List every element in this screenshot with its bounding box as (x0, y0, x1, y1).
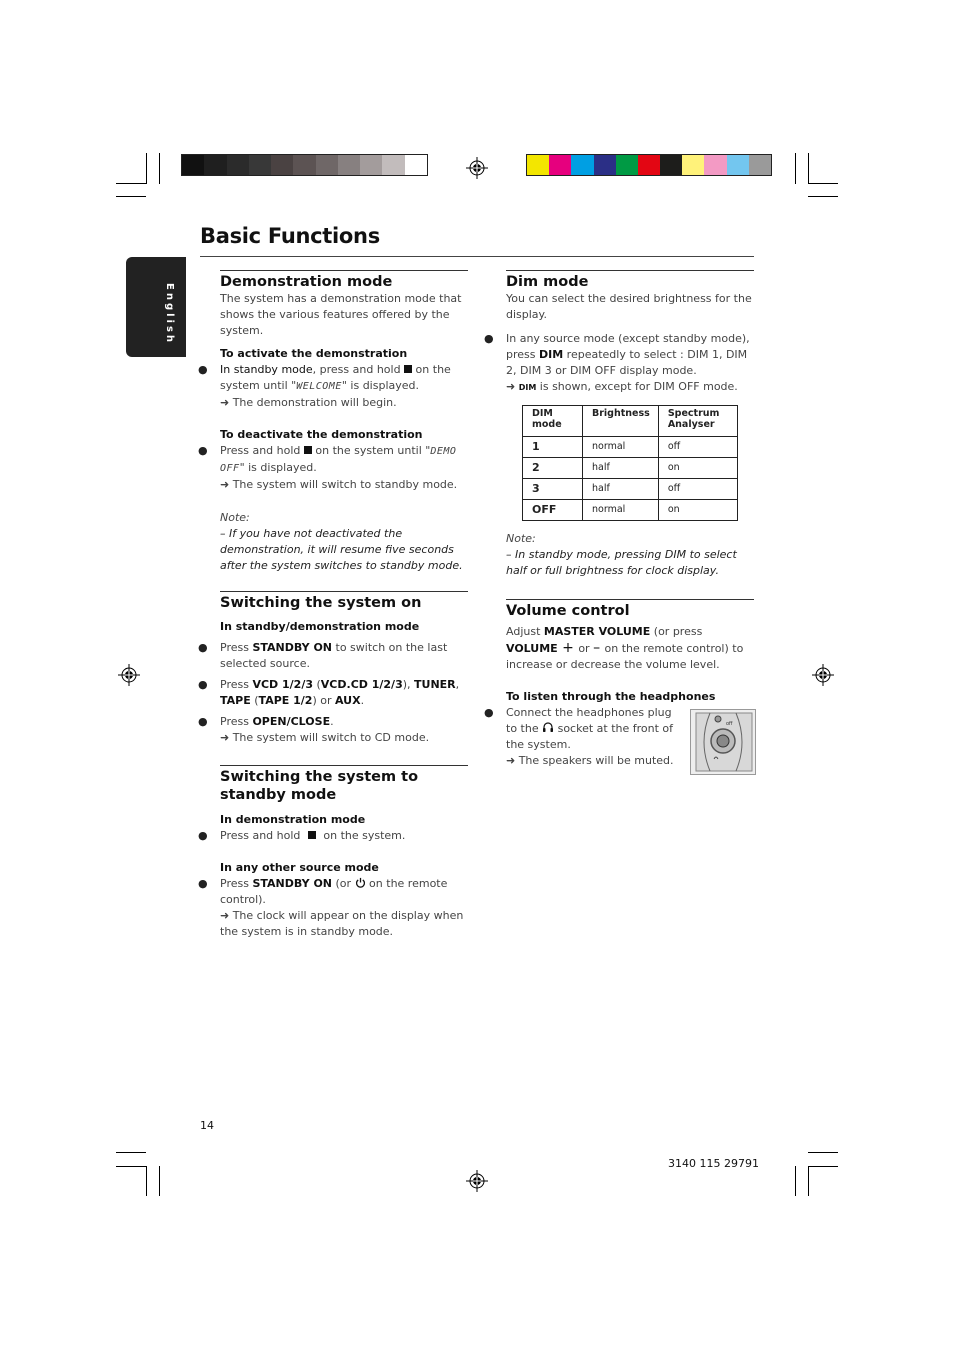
section-divider (506, 270, 754, 271)
table-cell: half (583, 458, 659, 479)
text-fragment: " is displayed. (341, 379, 420, 392)
document-code: 3140 115 29791 (668, 1157, 759, 1170)
headphones-subheading: To listen through the headphones (506, 690, 716, 703)
text-fragment: ), (402, 678, 415, 691)
text-fragment: Press (220, 877, 253, 890)
activate-demo-result: ➜ The demonstration will begin. (220, 396, 397, 409)
demonstration-mode-subheading: In demonstration mode (220, 813, 366, 826)
calibration-swatch (704, 155, 726, 175)
text-fragment: In any source mode (except standby mode), press (506, 332, 750, 361)
key-label: VOLUME (506, 642, 558, 655)
calibration-swatch (660, 155, 682, 175)
text-fragment: (or press (650, 625, 703, 638)
text-fragment: on the system until " (311, 444, 431, 457)
standby-step-demo (220, 828, 468, 844)
language-tab-label: English (164, 283, 175, 346)
dim-mode-table (522, 405, 738, 521)
text-fragment: to switch on the last selected source. (220, 641, 448, 670)
switch-on-step-open-close (220, 714, 468, 730)
table-cell: half (583, 479, 659, 500)
calibration-swatch (360, 155, 382, 175)
key-label: TAPE (220, 694, 251, 707)
text-fragment: Press (220, 641, 253, 654)
section-divider (220, 765, 468, 766)
text-fragment: socket at the front of the system. (506, 722, 674, 751)
calibration-swatch (527, 155, 549, 175)
column-header: DIM mode (523, 406, 583, 437)
greyscale-calibration-bar (181, 154, 428, 176)
section-divider (220, 591, 468, 592)
section-heading: Dim mode (506, 274, 589, 290)
registration-mark-icon (466, 157, 488, 179)
deactivate-demo-result: ➜ The system will switch to standby mode. (220, 478, 458, 491)
key-label: STANDBY ON (252, 877, 333, 890)
text-fragment: ) or (312, 694, 335, 707)
title-divider (200, 256, 754, 257)
other-source-subheading: In any other source mode (220, 861, 379, 874)
text-fragment: on the system until " (220, 363, 451, 392)
text-fragment: ( (313, 678, 321, 691)
section-divider (506, 599, 754, 600)
calibration-swatch (749, 155, 771, 175)
table-header-row (523, 406, 738, 437)
calibration-swatch (405, 155, 427, 175)
table-cell: off (658, 437, 737, 458)
registration-mark-icon (466, 1170, 488, 1192)
text-fragment: " is displayed. (239, 461, 317, 474)
text-fragment: (or (332, 877, 355, 890)
table-cell: 1 (523, 437, 583, 458)
table-cell: normal (583, 500, 659, 521)
text-fragment: Connect the headphones plug to the (506, 706, 672, 735)
stop-square-icon (308, 831, 316, 839)
svg-text:off: off (726, 721, 733, 727)
text-fragment: on the remote control) to increase or decrease the volume level. (506, 642, 744, 671)
deactivate-demo-step (220, 443, 468, 477)
standby-result: ➜ The clock will appear on the display when the system is in standby mode. (220, 909, 464, 938)
section-dim-mode (506, 270, 754, 579)
table-cell: on (658, 500, 737, 521)
text-fragment: Press and hold (220, 444, 304, 457)
plus-symbol: + (557, 640, 579, 656)
text-fragment: , press and hold (312, 363, 405, 376)
calibration-swatch (616, 155, 638, 175)
calibration-swatch (682, 155, 704, 175)
calibration-swatch (727, 155, 749, 175)
text-fragment: In standby mode (220, 363, 313, 376)
page-title: Basic Functions (200, 224, 380, 248)
table-row (523, 437, 738, 458)
standby-demo-subheading: In standby/demonstration mode (220, 620, 420, 633)
calibration-swatch (293, 155, 315, 175)
stop-square-icon (304, 446, 312, 454)
table-cell: off (658, 479, 737, 500)
volume-instructions (506, 624, 754, 673)
switch-on-step-standby (220, 640, 468, 672)
text-fragment: repeatedly to select : DIM 1, DIM 2, DIM 3 or DIM OFF display mode. (506, 348, 748, 377)
table-cell: 3 (523, 479, 583, 500)
key-label: TUNER (414, 678, 456, 691)
key-label: DIM (539, 348, 564, 361)
calibration-swatch (571, 155, 593, 175)
registration-mark-icon (118, 664, 140, 686)
text-fragment: on the system. (319, 829, 406, 842)
calibration-swatch (594, 155, 616, 175)
dim-intro: You can select the desired brightness for the display. (506, 292, 752, 321)
demo-intro: The system has a demonstration mode that shows the various features offered by the system. (220, 292, 462, 337)
table-cell: normal (583, 437, 659, 458)
text-fragment: Press and hold (220, 829, 304, 842)
key-label: VCD 1/2/3 (252, 678, 313, 691)
column-header: Spectrum Analyser (658, 406, 737, 437)
table-cell: OFF (523, 500, 583, 521)
activate-demo-subheading: To activate the demonstration (220, 347, 408, 360)
section-switching-standby (220, 765, 468, 940)
section-demonstration-mode (220, 270, 468, 574)
table-row (523, 500, 738, 521)
column-header: Brightness (583, 406, 659, 437)
text-fragment: ( (250, 694, 259, 707)
table-cell: on (658, 458, 737, 479)
text-fragment: Adjust (506, 625, 544, 638)
section-heading: Volume control (506, 603, 630, 619)
text-fragment: Press (220, 715, 253, 728)
text-fragment: on the remote control). (220, 877, 448, 906)
note-label: Note: (506, 532, 536, 545)
text-fragment: is shown, except for DIM OFF mode. (536, 380, 738, 393)
section-switching-on (220, 591, 468, 746)
headphones-step (506, 705, 678, 753)
switch-on-result: ➜ The system will switch to CD mode. (220, 731, 430, 744)
headphones-result: ➜ The speakers will be muted. (506, 754, 674, 767)
text-fragment: . (360, 694, 365, 707)
language-tab (126, 257, 186, 357)
standby-step-other (220, 876, 468, 908)
key-label: AUX (335, 694, 361, 707)
key-label: MASTER VOLUME (543, 625, 651, 638)
text-fragment: ➜ (506, 380, 519, 393)
deactivate-demo-subheading: To deactivate the demonstration (220, 428, 423, 441)
key-label: TAPE 1/2 (258, 694, 313, 707)
page-number: 14 (200, 1119, 214, 1132)
text-fragment: , (455, 678, 460, 691)
key-label: STANDBY ON (252, 641, 333, 654)
section-heading: Demonstration mode (220, 274, 393, 290)
calibration-swatch (182, 155, 204, 175)
section-heading: Switching the system on (220, 595, 422, 611)
color-calibration-bar (526, 154, 772, 176)
stop-square-icon (404, 365, 412, 373)
calibration-swatch (271, 155, 293, 175)
calibration-swatch (638, 155, 660, 175)
note-label: Note: (220, 511, 250, 524)
note-text: – In standby mode, pressing DIM to select half or full brightness for clock display. (506, 548, 737, 577)
text-fragment: . (330, 715, 334, 728)
headphone-socket-illustration (690, 709, 756, 775)
dim-step (506, 331, 754, 379)
section-divider (220, 270, 468, 271)
minus-symbol: – (593, 640, 605, 656)
switch-on-step-source (220, 677, 468, 709)
calibration-swatch (249, 155, 271, 175)
calibration-swatch (227, 155, 249, 175)
display-indicator: DIM (518, 383, 537, 392)
lcd-text: WELCOME (296, 381, 342, 392)
note-text: – If you have not deactivated the demonstration, it will resume five seconds after the system switches to standby mode. (220, 527, 463, 572)
power-icon (355, 877, 366, 888)
section-heading: Switching the system to standby mode (220, 769, 419, 803)
key-label: OPEN/CLOSE (252, 715, 331, 728)
right-column (506, 270, 754, 769)
headphones-icon (542, 721, 554, 733)
calibration-swatch (316, 155, 338, 175)
lcd-text: DEMO OFF (220, 446, 457, 474)
key-label: VCD.CD 1/2/3 (320, 678, 403, 691)
registration-mark-icon (812, 664, 834, 686)
table-cell: 2 (523, 458, 583, 479)
table-row (523, 458, 738, 479)
calibration-swatch (549, 155, 571, 175)
text-fragment: Press (220, 678, 253, 691)
calibration-swatch (382, 155, 404, 175)
activate-demo-step (220, 362, 468, 395)
calibration-swatch (204, 155, 226, 175)
table-row (523, 479, 738, 500)
dim-result (506, 379, 754, 396)
text-fragment: or (578, 642, 594, 655)
left-column (220, 270, 468, 940)
calibration-swatch (338, 155, 360, 175)
